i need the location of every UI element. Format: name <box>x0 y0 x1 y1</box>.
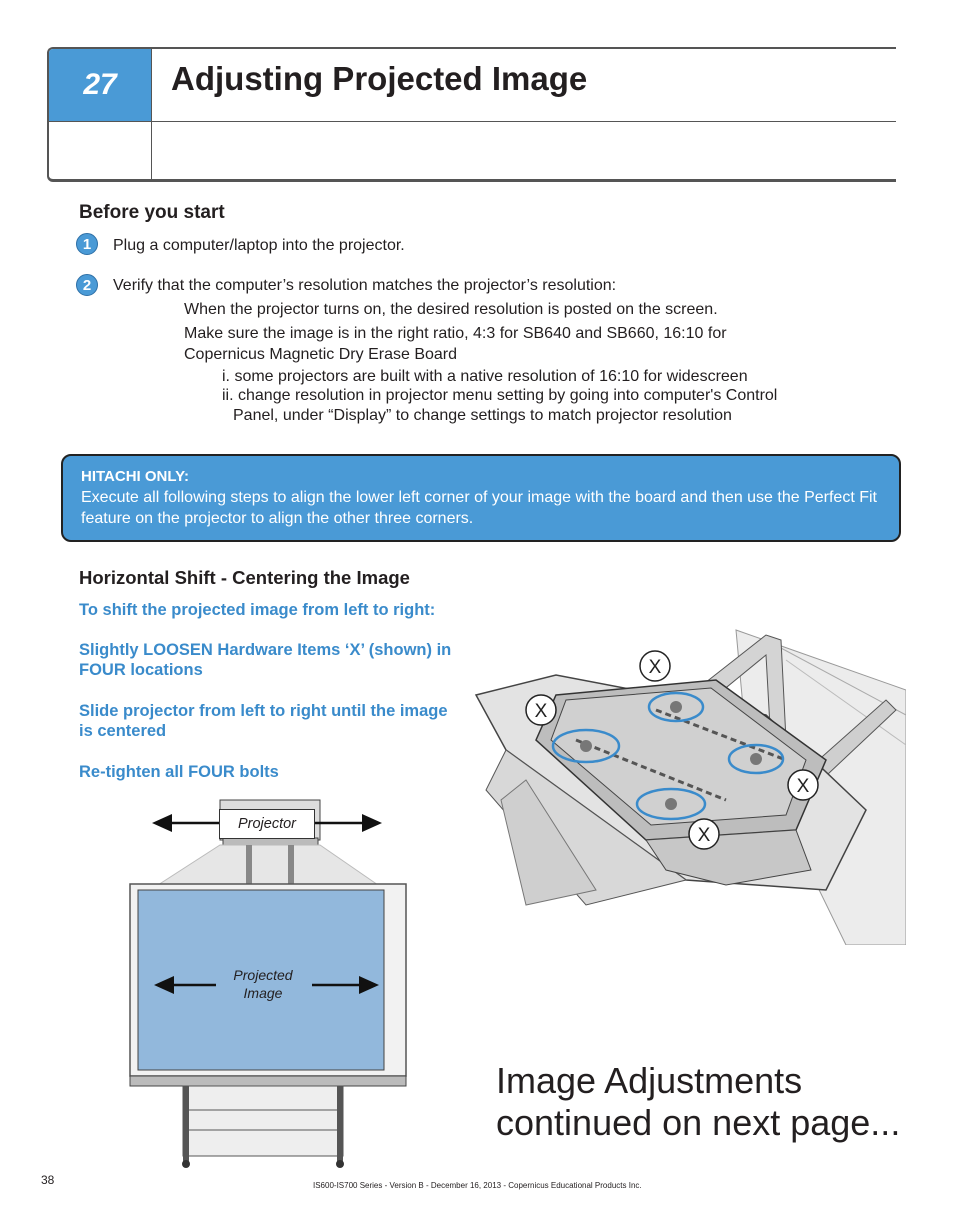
projector-label: Projector <box>219 809 315 839</box>
svg-text:X: X <box>697 825 711 846</box>
instruction-2: Slightly LOOSEN Hardware Items ‘X’ (shown) in FOUR locations <box>79 641 452 679</box>
header-divider <box>151 49 152 182</box>
instruction-3: Slide projector from left to right until the image is centered <box>79 702 448 740</box>
hitachi-note <box>61 454 901 542</box>
step-2-text: Verify that the computer’s resolution matches the projector’s resolution: <box>113 277 617 294</box>
page-title: Adjusting Projected Image <box>171 60 588 97</box>
svg-text:X: X <box>534 701 548 722</box>
step-1-text: Plug a computer/laptop into the projector. <box>113 237 405 254</box>
sub-item-ii-b: Panel, under “Display” to change settings to match projector resolution <box>233 407 732 424</box>
sub-item-1: When the projector turns on, the desired resolution is posted on the screen. <box>184 301 718 318</box>
projected-image-label: Projected Image <box>233 967 293 1001</box>
note-text: Execute all following steps to align the lower left corner of your image with the board and then use the Perfect Fit feature on the projector to align the other three corners. <box>81 489 877 527</box>
sub-item-2a: Make sure the image is in the right ratio, 4:3 for SB640 and SB660, 16:10 for <box>184 325 727 342</box>
instruction-4: Re-tighten all FOUR bolts <box>79 763 279 781</box>
x-marker-top <box>640 651 670 681</box>
x-marker-left <box>526 695 556 725</box>
header-divider-horizontal <box>49 121 896 122</box>
step-1-badge: 1 <box>76 233 98 255</box>
x-marker-right <box>788 770 818 800</box>
sub-item-i: i. some projectors are built with a native resolution of 16:10 for widescreen <box>222 368 748 385</box>
before-heading: Before you start <box>79 202 225 223</box>
continued-note: Image Adjustments continued on next page... <box>496 1060 901 1143</box>
x-marker-bottom <box>689 819 719 849</box>
sub-item-ii-a: ii. change resolution in projector menu setting by going into computer's Control <box>222 387 778 404</box>
svg-text:X: X <box>796 776 810 797</box>
sub-item-2b: Copernicus Magnetic Dry Erase Board <box>184 346 458 363</box>
projector-mount-photo <box>466 620 906 945</box>
section-number: 27 <box>49 49 151 121</box>
hshift-heading: Horizontal Shift - Centering the Image <box>79 567 410 588</box>
footer-text: IS600-IS700 Series - Version B - December 16, 2013 - Copernicus Educational Products Inc. <box>313 1181 642 1190</box>
page-number: 38 <box>41 1173 55 1187</box>
step-2-badge: 2 <box>76 274 98 296</box>
svg-text:X: X <box>648 657 662 678</box>
instruction-1: To shift the projected image from left to right: <box>79 601 436 619</box>
note-label: HITACHI ONLY: <box>81 468 190 485</box>
